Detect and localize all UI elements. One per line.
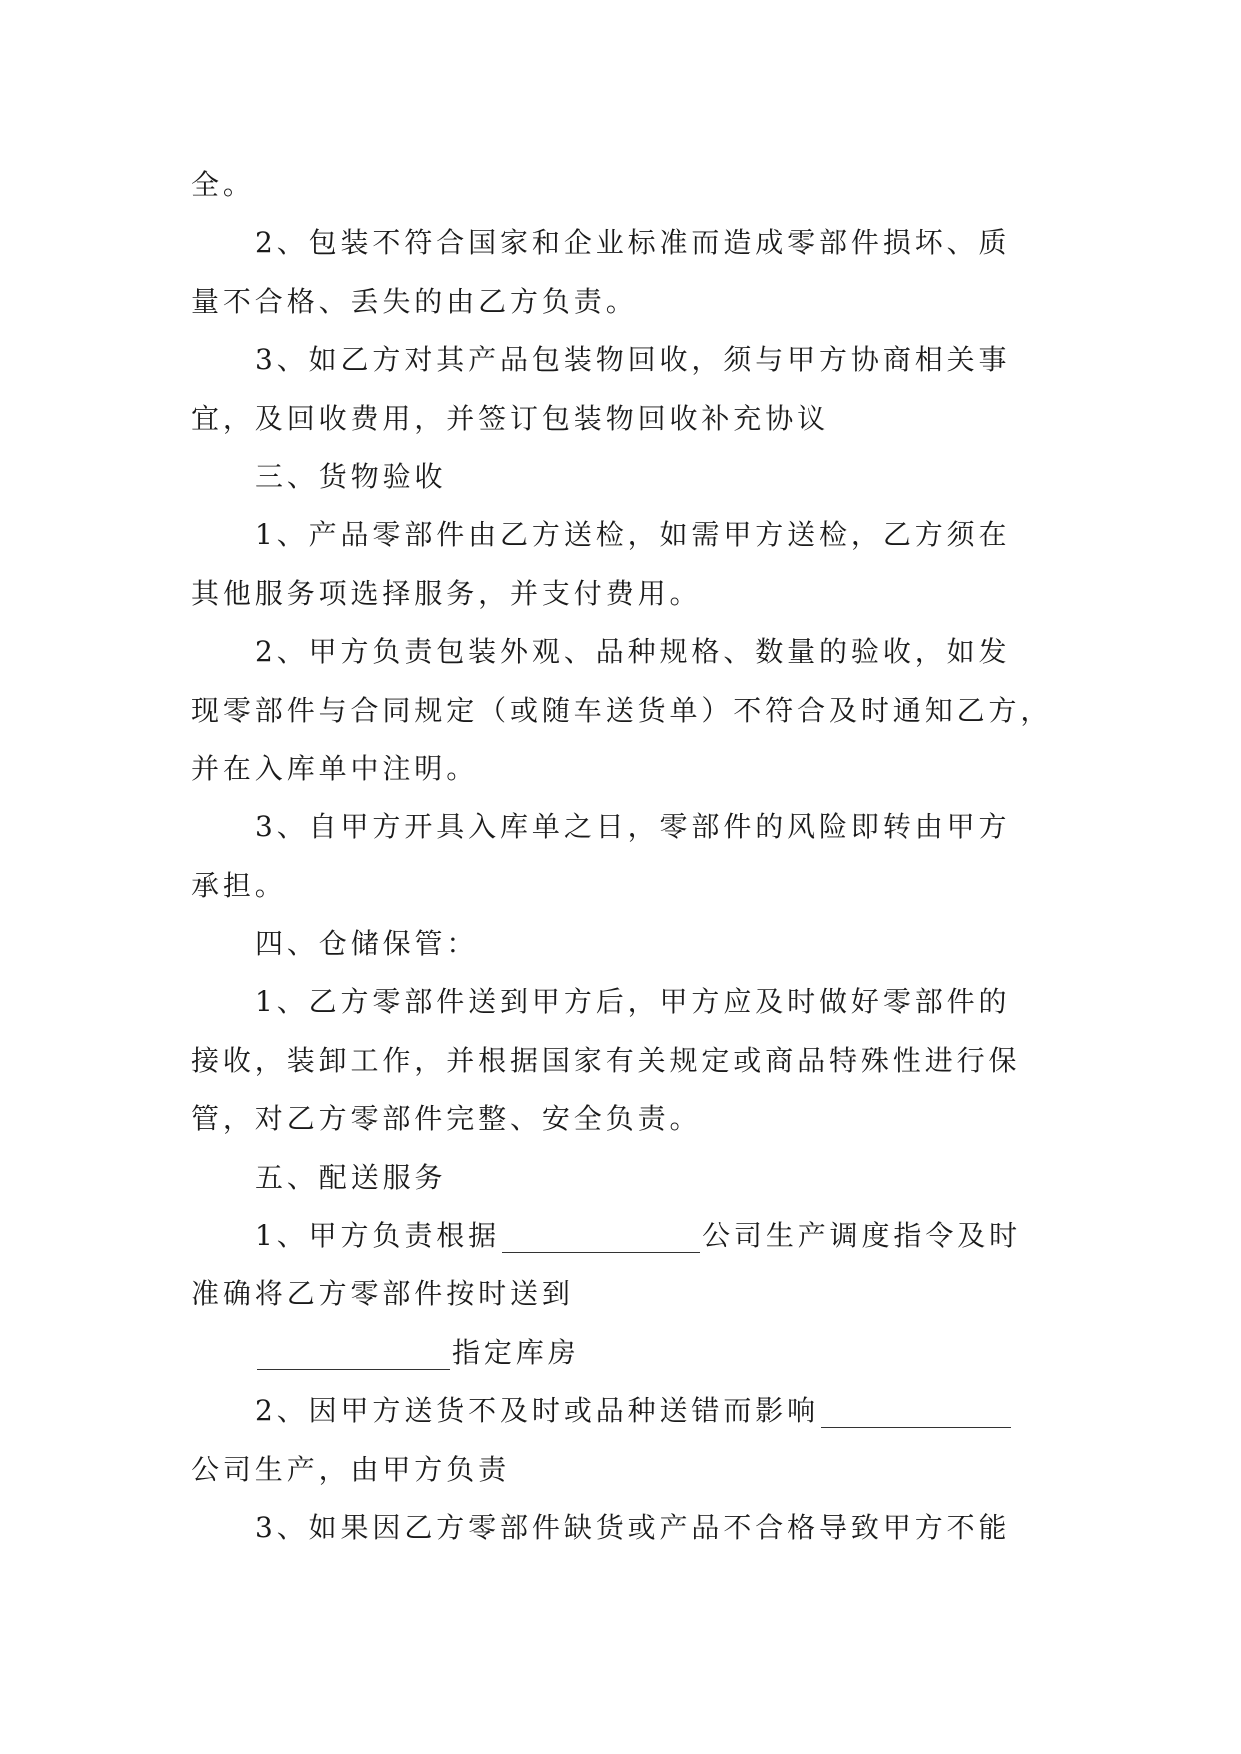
section-heading: 三、货物验收 [255,459,447,493]
section-heading: 四、仓储保管： [255,927,479,961]
text-line: 3、如果因乙方零部件缺货或产品不合格导致甲方不能 [255,1510,1011,1544]
text-line: 全。 [191,168,255,201]
text-segment: 指定库房 [452,1335,580,1369]
text-line: 2、包装不符合国家和企业标准而造成零部件损坏、质 [255,226,1011,260]
text-line: 准确将乙方零部件按时送到 [191,1277,574,1311]
text-line: 现零部件与合同规定（或随车送货单）不符合及时通知乙方， [191,693,1053,727]
text-line: 宜，及回收费用，并签订包装物回收补充协议 [191,401,830,435]
text-line: 管，对乙方零部件完整、安全负责。 [191,1102,702,1136]
document-body [191,156,1057,1557]
text-line: 2、甲方负责包装外观、品种规格、数量的验收，如发 [255,635,1011,669]
text-line [191,1382,1057,1440]
text-line: 接收，装卸工作，并根据国家有关规定或商品特殊性进行保 [191,1043,1021,1077]
text-line: 1、乙方零部件送到甲方后，甲方应及时做好零部件的 [255,985,1011,1019]
text-line: 公司生产，由甲方负责 [191,1452,511,1486]
text-line [191,1324,1057,1382]
fill-in-blank [257,1333,450,1370]
text-line: 3、自甲方开具入库单之日，零部件的风险即转由甲方 [255,810,1011,844]
text-line: 3、如乙方对其产品包装物回收，须与甲方协商相关事 [255,343,1011,377]
text-segment: 1、甲方负责根据 [255,1219,501,1253]
text-line: 量不合格、丢失的由乙方负责。 [191,284,638,318]
fill-in-blank [821,1391,1011,1428]
text-line [191,1207,1057,1265]
fill-in-blank [502,1216,700,1253]
text-line: 并在入库单中注明。 [191,751,479,785]
text-line: 其他服务项选择服务，并支付费用。 [191,576,702,610]
section-heading: 五、配送服务 [255,1160,447,1194]
text-segment: 公司生产调度指令及时 [702,1219,1022,1253]
text-line: 1、产品零部件由乙方送检，如需甲方送检，乙方须在 [255,518,1011,552]
text-line: 承担。 [191,868,287,902]
text-segment: 2、因甲方送货不及时或品种送错而影响 [255,1394,820,1428]
